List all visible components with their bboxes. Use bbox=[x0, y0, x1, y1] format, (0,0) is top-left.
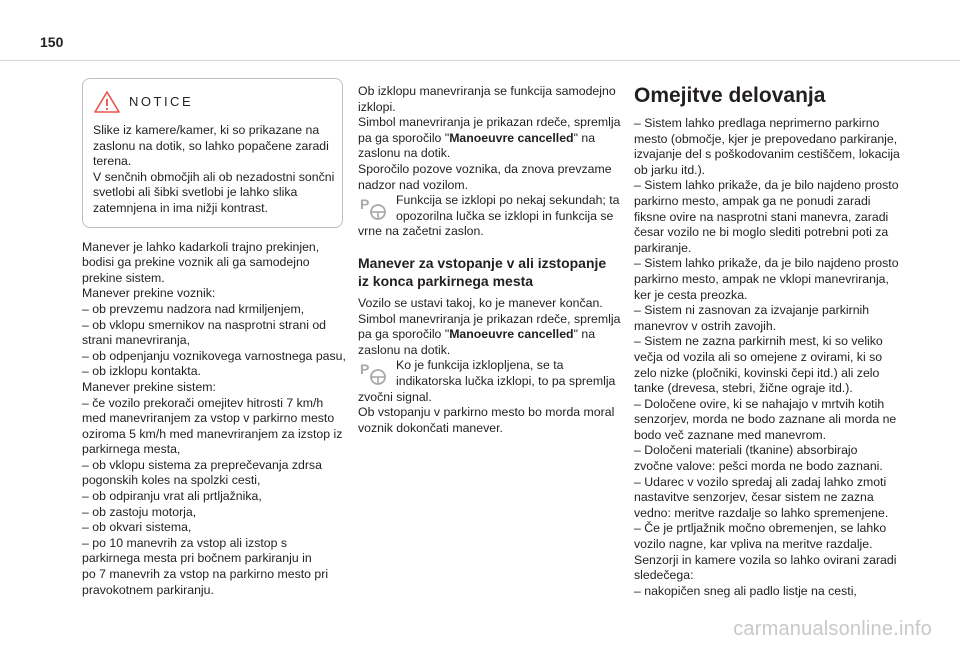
text-line: Simbol manevriranja je prikazan rdeče, spremlja bbox=[358, 311, 621, 326]
message-name: Manoeuvre cancelled bbox=[449, 130, 574, 145]
text-line: zaslonu na dotik. bbox=[358, 146, 451, 161]
text-line: tanke (drevesa, stebri, žične ograje itd.). bbox=[634, 381, 853, 396]
text-line: ker je cesta preozka. bbox=[634, 287, 748, 302]
park-assist-icon bbox=[358, 195, 390, 221]
text-line: – ob prevzemu nadzora nad krmiljenjem, bbox=[82, 301, 305, 316]
heading-line: iz konca parkirnega mesta bbox=[358, 272, 534, 289]
notice-line: terena. bbox=[93, 154, 132, 169]
text-line: Ob izklopu manevriranja se funkcija samodejno bbox=[358, 84, 616, 98]
text-line: zelo nizke (pločniki, kovinski čepi itd.) ali zelo bbox=[634, 365, 880, 380]
text-line: – Sistem lahko predlaga neprimerno parkirno bbox=[634, 116, 880, 130]
text-line: sledečega: bbox=[634, 568, 694, 583]
text-line: zvočni signal. bbox=[358, 389, 432, 404]
text-line: – ob vklopu sistema za preprečevanja zdrsa bbox=[82, 457, 322, 472]
text-line: po 7 manevrih za vstop na parkirno mesto pri bbox=[82, 567, 329, 582]
text-line: – ob izklopu kontakta. bbox=[82, 364, 201, 379]
text-line: parkirnega mesta, bbox=[82, 442, 181, 457]
text-line: prekine sistem. bbox=[82, 270, 165, 285]
icon-paragraph bbox=[358, 358, 618, 389]
text-line: večja od vozila ali so omejene z ovirami, ki so bbox=[634, 349, 883, 364]
section-title: Omejitve delovanja bbox=[634, 84, 826, 107]
text-line: opozorilna lučka se izklopi in funkcija se bbox=[396, 208, 614, 223]
text-line: nastavitve senzorjev, česar sistem ne zazna bbox=[634, 490, 874, 505]
text-line: Simbol manevriranja je prikazan rdeče, spremlja bbox=[358, 115, 621, 130]
svg-text:P: P bbox=[360, 196, 370, 213]
text-line: Ob vstopanju v parkirno mesto bo morda moral bbox=[358, 405, 615, 420]
text-line: – ob zastoju motorja, bbox=[82, 504, 197, 519]
text-fragment: pa ga sporočilo " bbox=[358, 327, 450, 342]
text-line: zaslonu na dotik. bbox=[358, 342, 451, 357]
notice-line: zatemnjena in ima nižji kontrast. bbox=[93, 200, 268, 215]
text-line: – Če je prtljažnik močno obremenjen, se lahko bbox=[634, 521, 887, 536]
notice-line: Slike iz kamere/kamer, ki so prikazane na bbox=[93, 123, 320, 137]
notice-text bbox=[93, 123, 335, 217]
notice-line: svetlobi ali šibki svetlobi je lahko slika bbox=[93, 185, 298, 200]
text-line: Funkcija se izklopi po nekaj sekundah; ta bbox=[396, 193, 620, 208]
text-line: Sporočilo pozove voznika, da znova prevzame bbox=[358, 161, 612, 176]
text-line: ob jarku itd.). bbox=[634, 162, 706, 177]
text-line: – ob odpiranju vrat ali prtljažnika, bbox=[82, 489, 262, 504]
col3-body bbox=[634, 116, 900, 599]
text-line: indikatorska lučka izklopi, to pa spremlja bbox=[396, 373, 616, 388]
text-line: zvočne valove: pešci morda ne bodo zaznani. bbox=[634, 459, 883, 474]
column-2 bbox=[358, 84, 621, 436]
warning-triangle-icon bbox=[93, 90, 121, 114]
notice-header bbox=[93, 87, 332, 117]
text-line: izklopi. bbox=[358, 99, 396, 114]
watermark: carmanualsonline.info bbox=[733, 618, 932, 640]
text-line: – Sistem ni zasnovan za izvajanje parkirnih bbox=[634, 303, 870, 318]
text-line: parkirno mesto, ampak ga ne ponudi zaradi bbox=[634, 193, 871, 208]
text-line: vozilo nagne, kar vpliva na meritve razdalje. bbox=[634, 537, 873, 552]
col1-body bbox=[82, 239, 346, 599]
text-line: senzorjev, morda ne bodo zaznane ali morda ne bbox=[634, 412, 897, 427]
text-line: strani manevriranja, bbox=[82, 333, 190, 348]
message-name: Manoeuvre cancelled bbox=[449, 327, 574, 342]
svg-text:P: P bbox=[360, 361, 370, 378]
column-3 bbox=[634, 84, 900, 599]
text-line: pogonskih koles na spolzki cesti, bbox=[82, 473, 261, 488]
text-line: izvajanje del s poškodovanim cestiščem, lokacija bbox=[634, 147, 900, 162]
text-line: česar vozilo ne bi moglo slediti potrebni poti za bbox=[634, 225, 889, 240]
text-line: parkirno mesto, ampak ne vklopi manevriranja, bbox=[634, 271, 889, 286]
column-1 bbox=[82, 78, 346, 598]
text-line: – Udarec v vozilo spredaj ali zadaj lahko zmoti bbox=[634, 474, 887, 489]
text-line: mesto (območje, kjer je prepovedano parkiranje, bbox=[634, 131, 898, 146]
text-line: – ob vklopu smernikov na nasprotni strani od bbox=[82, 317, 327, 332]
text-line: – nakopičen sneg ali padlo listje na cesti, bbox=[634, 583, 857, 598]
text-line: bodisi ga prekine voznik ali ga samodejno bbox=[82, 255, 310, 270]
text-line: bodo več zaznane med manevrom. bbox=[634, 427, 827, 442]
text-line: – ob odpenjanju voznikovega varnostnega pasu, bbox=[82, 348, 346, 363]
notice-box bbox=[82, 78, 343, 228]
text-line: vedno: meritve razdalje so lahko spremenjene. bbox=[634, 505, 889, 520]
message-line bbox=[358, 131, 618, 147]
notice-line: zaslonu na dotik, so lahko popačene zaradi bbox=[93, 138, 329, 153]
text-line: nadzor nad vozilom. bbox=[358, 177, 469, 192]
text-line: Ko je funkcija izklopljena, se ta bbox=[396, 358, 564, 373]
notice-line: V senčnih območjih ali ob nezadostni sončni bbox=[93, 169, 335, 184]
text-line: vrne na začetni zaslon. bbox=[358, 224, 484, 239]
notice-title: NOTICE bbox=[129, 94, 194, 110]
text-line: – Sistem lahko prikaže, da je bilo najdeno prosto bbox=[634, 256, 899, 271]
text-line: parkirnega mesta pri bočnem parkiranju in bbox=[82, 551, 312, 566]
park-assist-icon bbox=[358, 360, 390, 386]
text-line: – Določene ovire, ki se nahajajo v mrtvih kotih bbox=[634, 396, 885, 411]
text-line: fiksne ovire na nasprotni stani manevra, zaradi bbox=[634, 209, 889, 224]
text-line: med manevriranjem za vstop v parkirno mesto bbox=[82, 411, 335, 426]
header-rule bbox=[0, 60, 960, 61]
text-fragment: " na bbox=[573, 327, 596, 342]
text-fragment: " na bbox=[573, 130, 596, 145]
text-line: parkiranje. bbox=[634, 240, 692, 255]
heading-line: Manever za vstopanje v ali izstopanje bbox=[358, 254, 607, 271]
page-number: 150 bbox=[40, 34, 64, 50]
icon-paragraph bbox=[358, 193, 618, 224]
text-line: pravokotnem parkiranju. bbox=[82, 582, 214, 597]
text-line: voznik dokončati manever. bbox=[358, 420, 503, 435]
text-line: oziroma 5 km/h med manevriranjem za izstop iz bbox=[82, 426, 343, 441]
text-line: manevrov v ostrih zavojih. bbox=[634, 318, 777, 333]
text-line: – če vozilo prekorači omejitev hitrosti 7 km/h bbox=[82, 395, 324, 410]
text-line: – Določeni materiali (tkanine) absorbirajo bbox=[634, 443, 858, 458]
text-line: – po 10 manevrih za vstop ali izstop s bbox=[82, 535, 288, 550]
text-line: Vozilo se ustavi takoj, ko je manever končan. bbox=[358, 295, 603, 310]
text-line: – Sistem ne zazna parkirnih mest, ki so veliko bbox=[634, 334, 883, 349]
text-line: – Sistem lahko prikaže, da je bilo najdeno prosto bbox=[634, 178, 899, 193]
section-heading bbox=[358, 254, 618, 290]
text-line: Manever prekine sistem: bbox=[82, 379, 216, 394]
text-fragment: pa ga sporočilo " bbox=[358, 130, 450, 145]
text-line: – ob okvari sistema, bbox=[82, 520, 192, 535]
message-line bbox=[358, 327, 618, 343]
text-line: Senzorji in kamere vozila so lahko ovirani zaradi bbox=[634, 552, 897, 567]
text-line: Manever prekine voznik: bbox=[82, 286, 216, 301]
text-line: Manever je lahko kadarkoli trajno prekinjen, bbox=[82, 239, 320, 254]
